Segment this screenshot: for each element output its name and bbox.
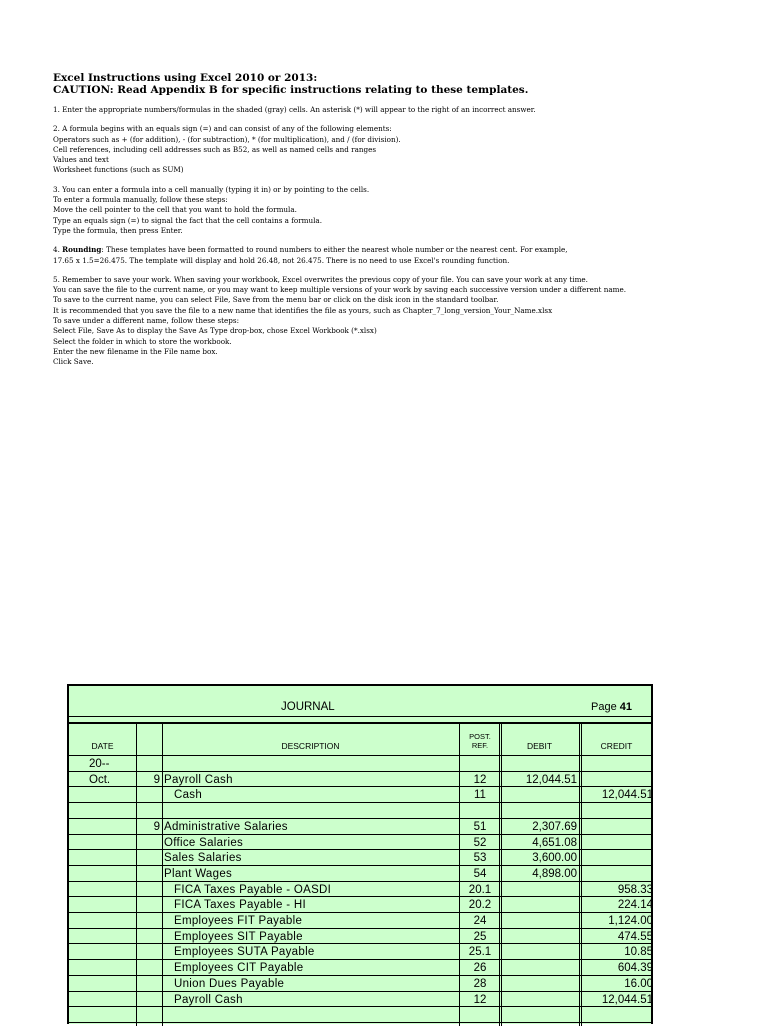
cell-desc: FICA Taxes Payable - HI	[174, 899, 306, 912]
cell-credit: 474.55	[617, 930, 653, 943]
cell-month: Oct.	[89, 773, 111, 786]
cell-desc: FICA Taxes Payable - OASDI	[174, 883, 332, 896]
debit-header: DEBIT	[526, 741, 553, 751]
cell-ref: 28	[473, 977, 487, 990]
cell-desc: Office Salaries	[164, 836, 244, 849]
instruction-4: 4. Rounding: These templates have been formatted to round numbers to either the nearest whole number or the nearest cent. For example, 17.65 x 1.5=26.475. The template will display and hold 26.48, not 26.475. There is no need to use Excel's rounding function.	[53, 245, 568, 265]
cell-credit: 12,044.51	[601, 993, 653, 1006]
rounding-label: Rounding	[62, 245, 102, 255]
cell-desc: Cash	[174, 789, 203, 802]
journal-title: JOURNAL	[281, 701, 335, 713]
cell-day: 9	[153, 773, 160, 786]
instruction-1: 1. Enter the appropriate numbers/formulas in the shaded (gray) cells. An asterisk (*) will appear to the right of an incorrect answer.	[53, 105, 536, 114]
instruction-2: 2. A formula begins with an equals sign (=) and can consist of any of the following elements: Operators such as + (for addition), - (for subtraction), * (for multiplication), and / (for division). Cell references, including cell addresses such as B52, as well as named cells and ranges Values and text Worksheet functions (such as SUM)	[53, 124, 401, 175]
cell-ref: 25	[473, 930, 487, 943]
cell-month: 20--	[89, 758, 110, 770]
cell-ref: 26	[473, 962, 487, 975]
cell-credit: 10.85	[624, 946, 653, 959]
description-header: DESCRIPTION	[281, 741, 340, 751]
cell-desc: Employees SUTA Payable	[174, 946, 315, 959]
instruction-5: 5. Remember to save your work. When saving your workbook, Excel overwrites the previous copy of your file. You can save your work at any time. You can save the file to the current name, or you may want to keep multiple versions of your work by saving each successive version under a different name. To save to the current name, you can select File, Save from the menu bar or click on the disk icon in the standard toolbar. It is recommended that you save the file to a new name that identifies the file as yours, such as Chapter_7_long_version_Your_Name.xlsx To save under a different name, follow these steps: Select File, Save As to display the Save As Type drop-box, chose Excel Workbook (*.xlsx) Select the folder in which to store the workbook. Enter the new filename in the File name box. Click Save.	[53, 274, 626, 367]
date-header: DATE	[91, 741, 114, 751]
cell-ref: 12	[473, 993, 487, 1006]
cell-ref: 54	[473, 867, 487, 880]
instructions-block	[53, 72, 733, 368]
cell-desc: Plant Wages	[164, 867, 233, 880]
cell-desc: Employees FIT Payable	[174, 915, 303, 927]
page-indicator: Page 41	[591, 701, 633, 713]
cell-desc: Employees CIT Payable	[174, 962, 304, 975]
cell-desc: Union Dues Payable	[174, 977, 285, 990]
cell-ref: 51	[473, 820, 487, 833]
cell-credit: 604.39	[617, 962, 653, 975]
cell-ref: 11	[474, 789, 486, 802]
cell-credit: 1,124.00	[608, 915, 653, 927]
cell-debit: 12,044.51	[525, 773, 577, 786]
cell-ref: 52	[473, 836, 487, 849]
cell-credit: 16.00	[624, 977, 653, 990]
cell-ref: 25.1	[468, 946, 492, 959]
post-ref-header: POST. REF.	[469, 732, 491, 750]
cell-desc: Payroll Cash	[164, 773, 233, 786]
cell-ref: 20.2	[468, 899, 492, 912]
cell-ref: 20.1	[468, 883, 492, 896]
journal-table	[67, 684, 653, 1024]
page-number: 41	[619, 701, 633, 713]
cell-credit: 224.14	[617, 899, 653, 912]
cell-credit: 958.33	[617, 883, 653, 896]
cell-day: 9	[153, 820, 160, 833]
instructions-title: Excel Instructions using Excel 2010 or 2013:	[53, 72, 318, 84]
cell-ref: 53	[473, 852, 487, 865]
cell-ref: 24	[473, 915, 487, 927]
cell-desc: Employees SIT Payable	[174, 930, 303, 943]
credit-header: CREDIT	[600, 741, 633, 751]
cell-debit: 4,898.00	[532, 867, 577, 880]
cell-debit: 4,651.08	[532, 836, 577, 849]
cell-debit: 3,600.00	[532, 852, 577, 865]
cell-credit: 12,044.51	[601, 789, 653, 802]
cell-desc: Payroll Cash	[174, 993, 243, 1006]
cell-ref: 12	[473, 773, 487, 786]
caution-line: CAUTION: Read Appendix B for specific instructions relating to these templates.	[53, 84, 529, 96]
instruction-3: 3. You can enter a formula into a cell manually (typing it in) or by pointing to the cells. To enter a formula manually, follow these steps: Move the cell pointer to the cell that you want to hold the formula. Type an equals sign (=) to signal the fact that the cell contains a formula. Type the formula, then press Enter.	[53, 184, 370, 235]
cell-desc: Sales Salaries	[164, 852, 242, 865]
cell-desc: Administrative Salaries	[164, 820, 288, 833]
cell-debit: 2,307.69	[532, 820, 577, 833]
